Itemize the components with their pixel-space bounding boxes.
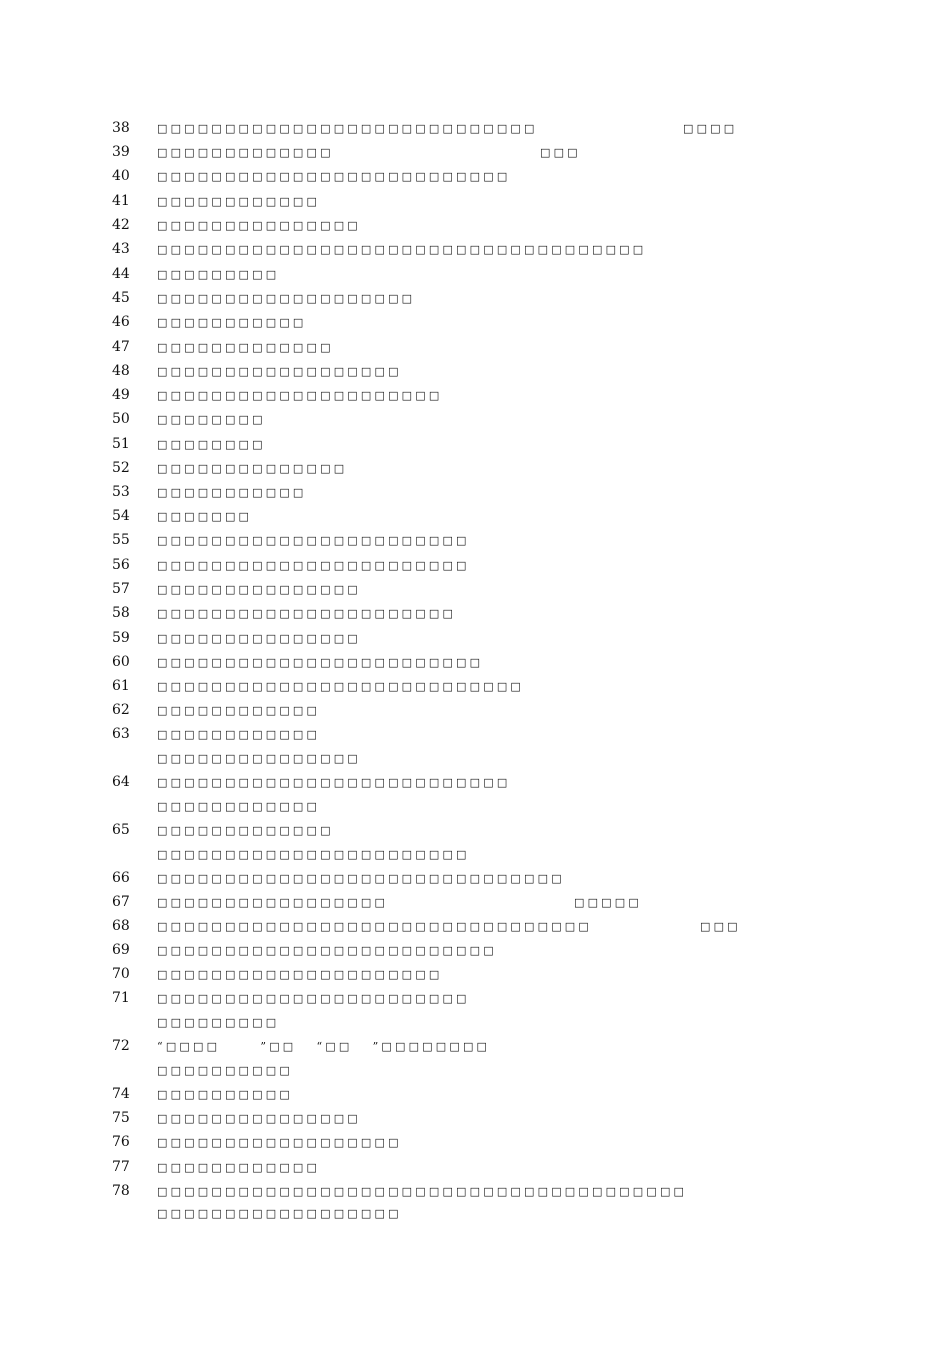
line-text: □□□□□□□□□□	[157, 1088, 293, 1101]
line-text: □□□□□□□□□□□□□□□□□□	[157, 1207, 402, 1220]
line-number: 53	[112, 484, 130, 500]
line-number: 64	[112, 774, 130, 790]
line-text: □□□□□□□□□□□□□□□□□□□□□□□□□□□□□□□□□□□□	[157, 243, 647, 256]
line-text: □□□□□□□□□□□□	[157, 728, 321, 741]
line-text: □□□□□□□□□□□□□□□□□□□□□□□□□□□□	[157, 122, 538, 135]
line-text: □□□□□□□□□□□□□□□□□□□	[157, 292, 416, 305]
line-text: □□□□□□□□□□□□	[157, 800, 321, 813]
line-text: □□□□□□□□□□□□□□□□□□□□□	[157, 968, 443, 981]
line-text: □□□□□□□□□□□□□□□	[157, 219, 361, 232]
line-number: 47	[112, 339, 130, 355]
line-number: 40	[112, 168, 130, 184]
line-number: 69	[112, 942, 130, 958]
line-number: 45	[112, 290, 130, 306]
line-number: 66	[112, 870, 130, 886]
line-text: □□□□□□□□□□□□□□□□□□□□□□□□□□□□□□□□	[157, 920, 592, 933]
line-text: □□□□□□□□	[157, 413, 266, 426]
line-number: 52	[112, 460, 130, 476]
line-text: □□□□□□□□□□□□□□□□□□□□□□□□	[157, 656, 484, 669]
line-number: 70	[112, 966, 130, 982]
line-text: □□□□□□□□□□□□□	[157, 824, 334, 837]
line-text: □□□□□□□□	[157, 438, 266, 451]
line-text: □□□□□□□□□□□□□□□□□□□□□□□	[157, 848, 470, 861]
line-text: □□□□□□□□□□□□□□□□□□□□□□□□□□	[157, 170, 511, 183]
line-text: □□□□□□□□□□□□□	[157, 341, 334, 354]
line-number: 46	[112, 314, 130, 330]
line-text: □□□□□□□□□□□□□	[157, 146, 334, 159]
line-text: □□□□□□□□□□□□□□□□□□	[157, 1136, 402, 1149]
line-text: □□□□□□□□□□□□□□□□□□□□□□□□□□□□□□	[157, 872, 565, 885]
line-text: □□□□□□□□□	[157, 268, 280, 281]
line-text: □□□□□□□□□□□□□□□□□□□□□□	[157, 607, 457, 620]
line-text: □□□□□□□	[157, 510, 253, 523]
line-text: “□□□□ ”□□ “□□ ”□□□□□□□□	[157, 1040, 491, 1053]
line-number: 50	[112, 411, 130, 427]
line-number: 65	[112, 822, 130, 838]
line-number: 71	[112, 990, 130, 1006]
line-text: □□□□□□□□□□□□□□□	[157, 1112, 361, 1125]
line-right-text: □□□□	[683, 122, 738, 135]
line-number: 51	[112, 436, 130, 452]
line-text: □□□□□□□□□□□□□□□□□□□□□□□□□□□□□□□□□□□□□□□	[157, 1185, 688, 1198]
line-text: □□□□□□□□□□□□	[157, 1161, 321, 1174]
line-number: 61	[112, 678, 130, 694]
line-right-text: □□□	[700, 920, 741, 933]
line-number: 49	[112, 387, 130, 403]
line-text: □□□□□□□□□□□□□□□□□□	[157, 365, 402, 378]
line-number: 77	[112, 1159, 130, 1175]
line-number: 48	[112, 363, 130, 379]
line-number: 59	[112, 630, 130, 646]
line-number: 78	[112, 1183, 130, 1199]
line-number: 41	[112, 193, 130, 209]
line-number: 43	[112, 241, 130, 257]
line-number: 75	[112, 1110, 130, 1126]
line-number: 55	[112, 532, 130, 548]
line-text: □□□□□□□□□□□□□□□	[157, 583, 361, 596]
line-number: 42	[112, 217, 130, 233]
line-text: □□□□□□□□□□□□	[157, 195, 321, 208]
line-text: □□□□□□□□□□□□□□□□□□□□□	[157, 389, 443, 402]
line-number: 54	[112, 508, 130, 524]
line-number: 62	[112, 702, 130, 718]
line-number: 67	[112, 894, 130, 910]
line-number: 38	[112, 120, 130, 136]
line-text: □□□□□□□□□□□□□□	[157, 462, 348, 475]
line-text: □□□□□□□□□□□□□□□□□□□□□□□□□	[157, 944, 497, 957]
line-number: 58	[112, 605, 130, 621]
line-number: 57	[112, 581, 130, 597]
line-text: □□□□□□□□□□□□□□□□□□□□□□□□□□□	[157, 680, 525, 693]
line-number: 74	[112, 1086, 130, 1102]
line-text: □□□□□□□□□□□	[157, 486, 307, 499]
line-number: 44	[112, 266, 130, 282]
line-number: 39	[112, 144, 130, 160]
line-text: □□□□□□□□□□□□□□□□□□□□□□□	[157, 534, 470, 547]
line-text: □□□□□□□□□□□□	[157, 704, 321, 717]
line-number: 68	[112, 918, 130, 934]
line-number: 56	[112, 557, 130, 573]
line-text: □□□□□□□□□□□□□□□□□□□□□□□	[157, 559, 470, 572]
line-number: 72	[112, 1038, 130, 1054]
line-number: 76	[112, 1134, 130, 1150]
line-text: □□□□□□□□□□	[157, 1064, 293, 1077]
line-number: 60	[112, 654, 130, 670]
line-right-text: □□□□□	[574, 896, 642, 909]
line-text: □□□□□□□□□□□□□□□	[157, 752, 361, 765]
line-text: □□□□□□□□□□□□□□□□□□□□□□□□□□	[157, 776, 511, 789]
line-right-text: □□□	[540, 146, 581, 159]
line-text: □□□□□□□□□□□□□□□□□□□□□□□	[157, 992, 470, 1005]
line-text: □□□□□□□□□□□□□□□□□	[157, 896, 389, 909]
line-number: 63	[112, 726, 130, 742]
line-text: □□□□□□□□□□□□□□□	[157, 632, 361, 645]
line-text: □□□□□□□□□	[157, 1016, 280, 1029]
line-text: □□□□□□□□□□□	[157, 316, 307, 329]
